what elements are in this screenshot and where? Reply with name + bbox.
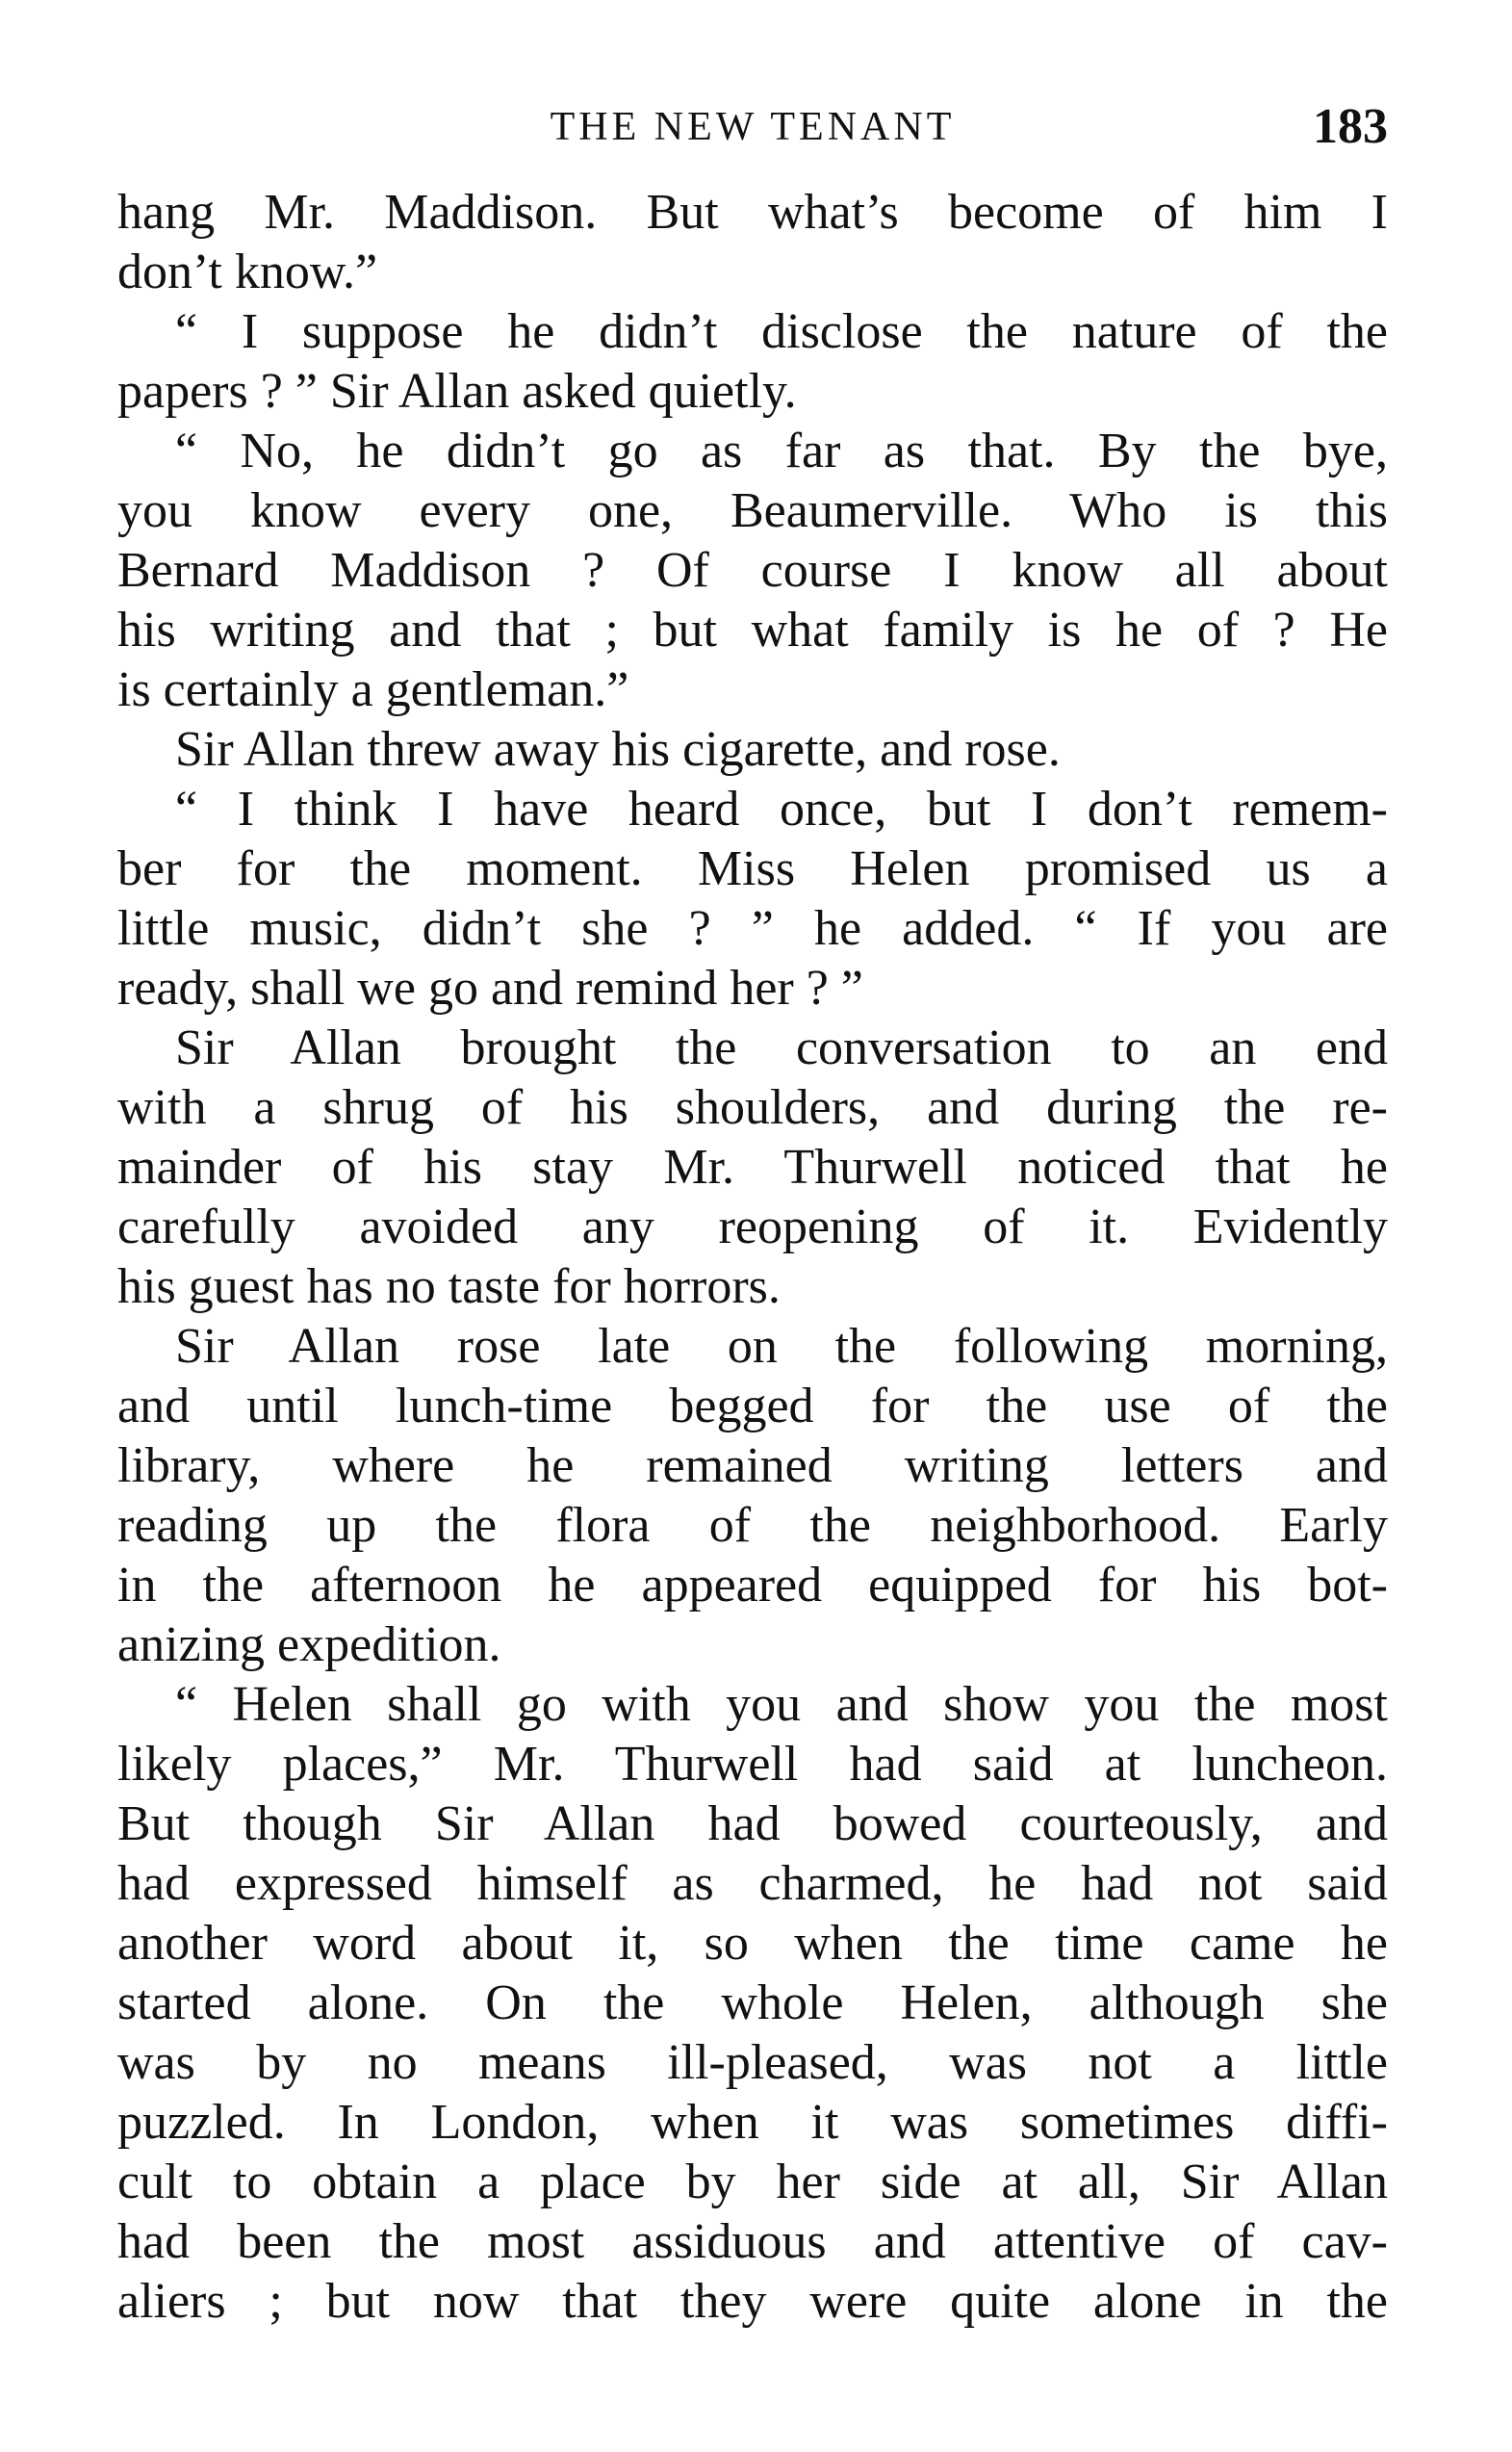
text-line: his writing and that ; but what family is he of ? He [117,603,1388,658]
text-line: ready, shall we go and remind her ? ” [117,961,863,1016]
text-line: hang Mr. Maddison. But what’s become of him I [117,185,1388,240]
running-title: THE NEW TENANT [550,105,956,149]
text-line: you know every one, Beaumerville. Who is this [117,483,1388,538]
text-line: Sir Allan threw away his cigarette, and rose. [175,722,1061,777]
text-line: was by no means ill-pleased, was not a little [117,2035,1388,2090]
text-line: carefully avoided any reopening of it. Evidently [117,1200,1388,1254]
text-line: Sir Allan brought the conversation to an end [175,1020,1388,1075]
text-line: ber for the moment. Miss Helen promised us a [117,841,1388,896]
body-text [117,183,1388,2332]
text-line: had been the most assiduous and attentive of cav- [117,2214,1388,2269]
text-line: “ No, he didn’t go as far as that. By the bye, [175,424,1388,478]
text-line: his guest has no taste for horrors. [117,1259,781,1314]
text-line: reading up the flora of the neighborhood. Early [117,1498,1388,1553]
running-head [117,89,1388,166]
text-line: aliers ; but now that they were quite alone in the [117,2274,1388,2329]
text-line: is certainly a gentleman.” [117,662,629,717]
text-line: another word about it, so when the time came he [117,1916,1388,1971]
text-line: started alone. On the whole Helen, although she [117,1975,1388,2030]
text-line: and until lunch-time begged for the use of the [117,1379,1388,1433]
text-line: had expressed himself as charmed, he had not said [117,1856,1388,1911]
text-line: with a shrug of his shoulders, and during the re- [117,1080,1388,1135]
text-line: Sir Allan rose late on the following morning, [175,1319,1388,1374]
text-line: puzzled. In London, when it was sometimes diffi- [117,2095,1388,2150]
text-line: in the afternoon he appeared equipped for his bot- [117,1558,1388,1613]
text-line: Bernard Maddison ? Of course I know all about [117,543,1388,598]
text-line: “ Helen shall go with you and show you the most [175,1677,1388,1732]
text-line: cult to obtain a place by her side at all, Sir Allan [117,2155,1388,2209]
text-line: “ I think I have heard once, but I don’t remem- [175,782,1388,837]
text-line: likely places,” Mr. Thurwell had said at luncheon. [117,1737,1388,1792]
text-line: little music, didn’t she ? ” he added. “ If you are [117,901,1388,956]
page-number: 183 [1313,99,1388,154]
text-line: “ I suppose he didn’t disclose the nature of the [175,304,1388,359]
text-line: But though Sir Allan had bowed courteously, and [117,1796,1388,1851]
text-line: anizing expedition. [117,1617,501,1672]
text-line: library, where he remained writing letters and [117,1438,1388,1493]
text-line: papers ? ” Sir Allan asked quietly. [117,364,797,419]
text-line: don’t know.” [117,245,378,299]
text-line: mainder of his stay Mr. Thurwell noticed that he [117,1140,1388,1195]
